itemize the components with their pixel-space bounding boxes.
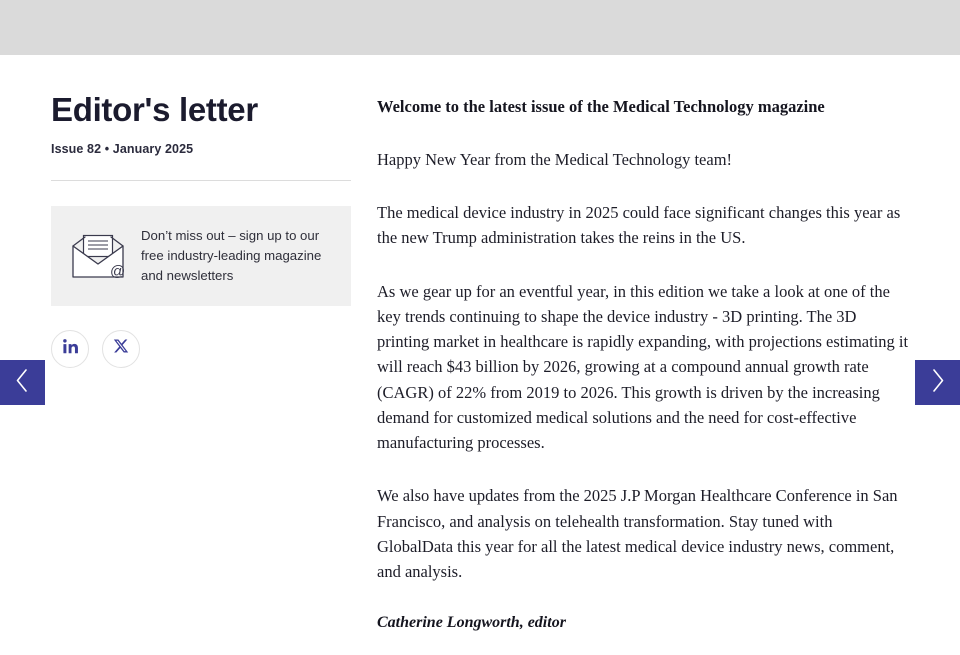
linkedin-button[interactable] <box>51 330 89 368</box>
newsletter-signup-box[interactable] <box>51 206 351 306</box>
chevron-left-icon <box>14 368 31 398</box>
article-paragraph: The medical device industry in 2025 could face significant changes this year as the new Trump administration takes the reins in the US. <box>377 203 901 248</box>
article-body <box>377 95 912 632</box>
article-signature: Catherine Longworth, editor <box>377 614 566 632</box>
svg-text:@: @ <box>110 262 126 280</box>
previous-page-button[interactable] <box>0 360 45 405</box>
x-twitter-icon <box>113 338 129 359</box>
article-lead: Welcome to the latest issue of the Medical Technology magazine <box>377 97 825 116</box>
next-page-button[interactable] <box>915 360 960 405</box>
editor-letter-sidebar <box>51 92 351 368</box>
page-title: Editor's letter <box>51 91 258 128</box>
social-links <box>51 330 351 368</box>
linkedin-icon <box>62 338 79 360</box>
top-header-bar <box>0 0 960 55</box>
article-paragraph: Happy New Year from the Medical Technology team! <box>377 149 733 169</box>
envelope-at-icon <box>69 230 127 282</box>
article-paragraph: As we gear up for an eventful year, in this edition we take a look at one of the key trends continuing to shape the device industry - 3D printing. The 3D printing market in healthcare is rapidly expanding, with projections estimating it will reach $43 billion by 2026, growing at a compound annual growth rate (CAGR) of 22% from 2019 to 2026. This growth is driven by the increasing demand for customized medical solutions and the need for cost-effective manufacturing processes. <box>377 281 909 453</box>
page-content <box>0 55 960 655</box>
issue-line: Issue 82 • January 2025 <box>51 141 194 156</box>
article-paragraph: We also have updates from the 2025 J.P Morgan Healthcare Conference in San Francisco, and analysis on telehealth transformation. Stay tuned with GlobalData this year for all the latest medical device industry news, comment, and analysis. <box>377 486 898 581</box>
x-twitter-button[interactable] <box>102 330 140 368</box>
signup-text: Don’t miss out – sign up to our free industry-leading magazine and newsletters <box>141 227 322 283</box>
chevron-right-icon <box>929 368 946 398</box>
divider <box>51 180 351 181</box>
